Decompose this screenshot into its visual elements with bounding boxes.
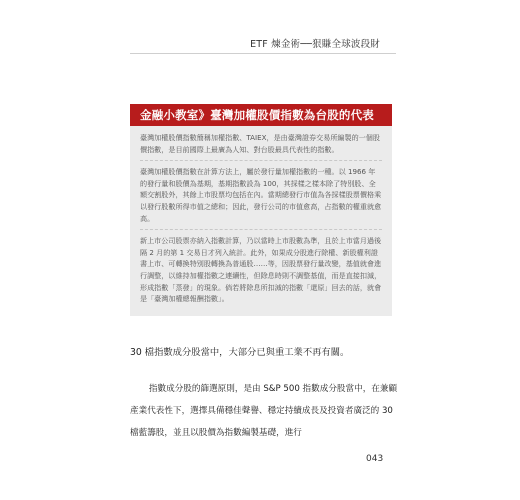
sidebar-separator (140, 160, 382, 161)
sidebar-paragraph-1: 臺灣加權股價指數簡稱加權指數、TAIEX，是由臺灣證券交易所編製的一個股價指數，是目前國際上最廣為人知、對台股最具代表性的指數。 (140, 133, 380, 154)
sidebar-box (130, 104, 392, 316)
sidebar-body (130, 126, 392, 305)
sidebar-paragraph-3: 新上市公司股票亦納入指數計算，乃以當時上市股數為準，且於上市當月過後隔 2 月的第 1 交易日才列入統計。此外，如果成分股進行除權、新股權利證書上市、可轉換特別股轉換為普通股……等，因股票發行量改變，基值就會進行調整，以維持加權指數之連續性，但除息時則不調整基值，而是直接扣減，形成指數「蒸發」的現象。倘若將除息所扣減的指數「還原」回去的話，就會是「臺灣加權總報酬指數」。 (140, 236, 382, 304)
sidebar-paragraph-2: 臺灣加權股價指數在計算方法上，屬於發行量加權指數的一種。以 1966 年的發行量和股價為基期，基期指數設為 100，其採樣之樣本除了特別股、全額交割股外，其餘上市股票均包括在內。當期總發行市值為各採樣股票價格乘以發行股數所得市值之總和；因此，發行公司的市值愈高，占指數的權重就愈高。 (140, 167, 382, 223)
sidebar-title: 金融小教室》臺灣加權股價指數為台股的代表 (130, 104, 392, 126)
header-rule (130, 53, 396, 54)
running-header: ETF 煉金術──狠賺全球波段財 (250, 39, 380, 50)
page-number: 043 (366, 454, 384, 464)
sidebar-separator (140, 229, 382, 230)
main-body-paragraph: 指數成分股的篩選原則，是由 S&P 500 指數成分股當中，在兼顧產業代表性下，選擇具備穩佳聲譽、穩定持續成長及投資者廣泛的 30 檔藍籌股，並且以股價為指數編製基礎，進行 (130, 384, 398, 438)
main-heading: 30 檔指數成分股當中，大部分已與重工業不再有關。 (130, 347, 350, 358)
